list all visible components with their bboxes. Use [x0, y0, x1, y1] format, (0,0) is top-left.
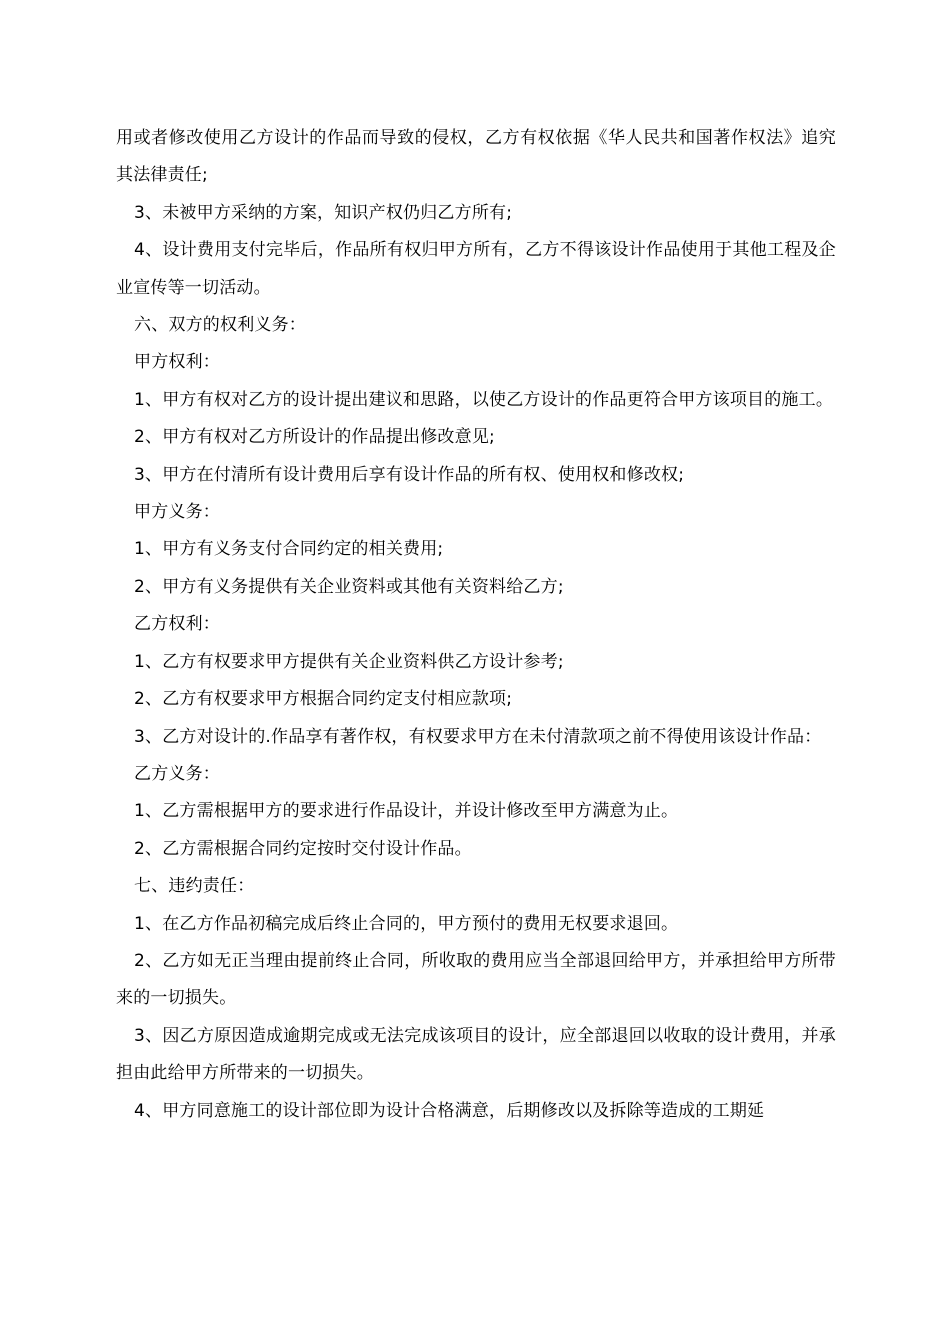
document-paragraph: 甲方义务：: [134, 502, 220, 523]
document-paragraph: 2、乙方如无正当理由提前终止合同，所收取的费用应当全部退回给甲方，并承担给甲方所带来的一切损失。: [116, 950, 836, 1009]
document-paragraph: 1、甲方有权对乙方的设计提出建议和思路，以使乙方设计的作品更符合甲方该项目的施工。: [134, 389, 834, 410]
document-paragraph: 3、因乙方原因造成逾期完成或无法完成该项目的设计，应全部退回以收取的设计费用，并承担由此给甲方所带来的一切损失。: [116, 1025, 836, 1084]
document-paragraph: 4、甲方同意施工的设计部位即为设计合格满意，后期修改以及拆除等造成的工期延: [134, 1100, 765, 1121]
document-paragraph: 3、未被甲方采纳的方案，知识产权仍归乙方所有;: [134, 202, 513, 223]
document-paragraph: 用或者修改使用乙方设计的作品而导致的侵权，乙方有权依据《华人民共和国著作权法》追究其法律责任;: [116, 128, 836, 186]
document-paragraph: 乙方义务：: [134, 763, 220, 784]
document-paragraph: 乙方权利：: [134, 614, 220, 635]
document-paragraph: 1、乙方有权要求甲方提供有关企业资料供乙方设计参考;: [134, 651, 564, 672]
document-paragraph: 3、乙方对设计的.作品享有著作权，有权要求甲方在未付清款项之前不得使用该设计作品：: [134, 726, 822, 747]
document-paragraph: 2、甲方有权对乙方所设计的作品提出修改意见;: [134, 427, 495, 448]
document-paragraph: 七、违约责任：: [134, 876, 255, 897]
document-paragraph: 六、双方的权利义务：: [134, 315, 306, 336]
document-paragraph: 甲方权利：: [134, 352, 220, 373]
document-paragraph: 1、乙方需根据甲方的要求进行作品设计，并设计修改至甲方满意为止。: [134, 801, 679, 822]
document-paragraph: 2、乙方需根据合同约定按时交付设计作品。: [134, 838, 472, 859]
document-paragraph: 2、乙方有权要求甲方根据合同约定支付相应款项;: [134, 689, 513, 710]
document-paragraph: 4、设计费用支付完毕后，作品所有权归甲方所有，乙方不得该设计作品使用于其他工程及企业宣传等一切活动。: [116, 240, 836, 298]
document-page: [116, 120, 836, 1130]
document-paragraph: 2、甲方有义务提供有关企业资料或其他有关资料给乙方;: [134, 576, 564, 597]
document-paragraph: 1、在乙方作品初稿完成后终止合同的，甲方预付的费用无权要求退回。: [134, 913, 679, 934]
document-paragraph: 1、甲方有义务支付合同约定的相关费用;: [134, 539, 444, 560]
document-paragraph: 3、甲方在付清所有设计费用后享有设计作品的所有权、使用权和修改权;: [134, 464, 685, 485]
